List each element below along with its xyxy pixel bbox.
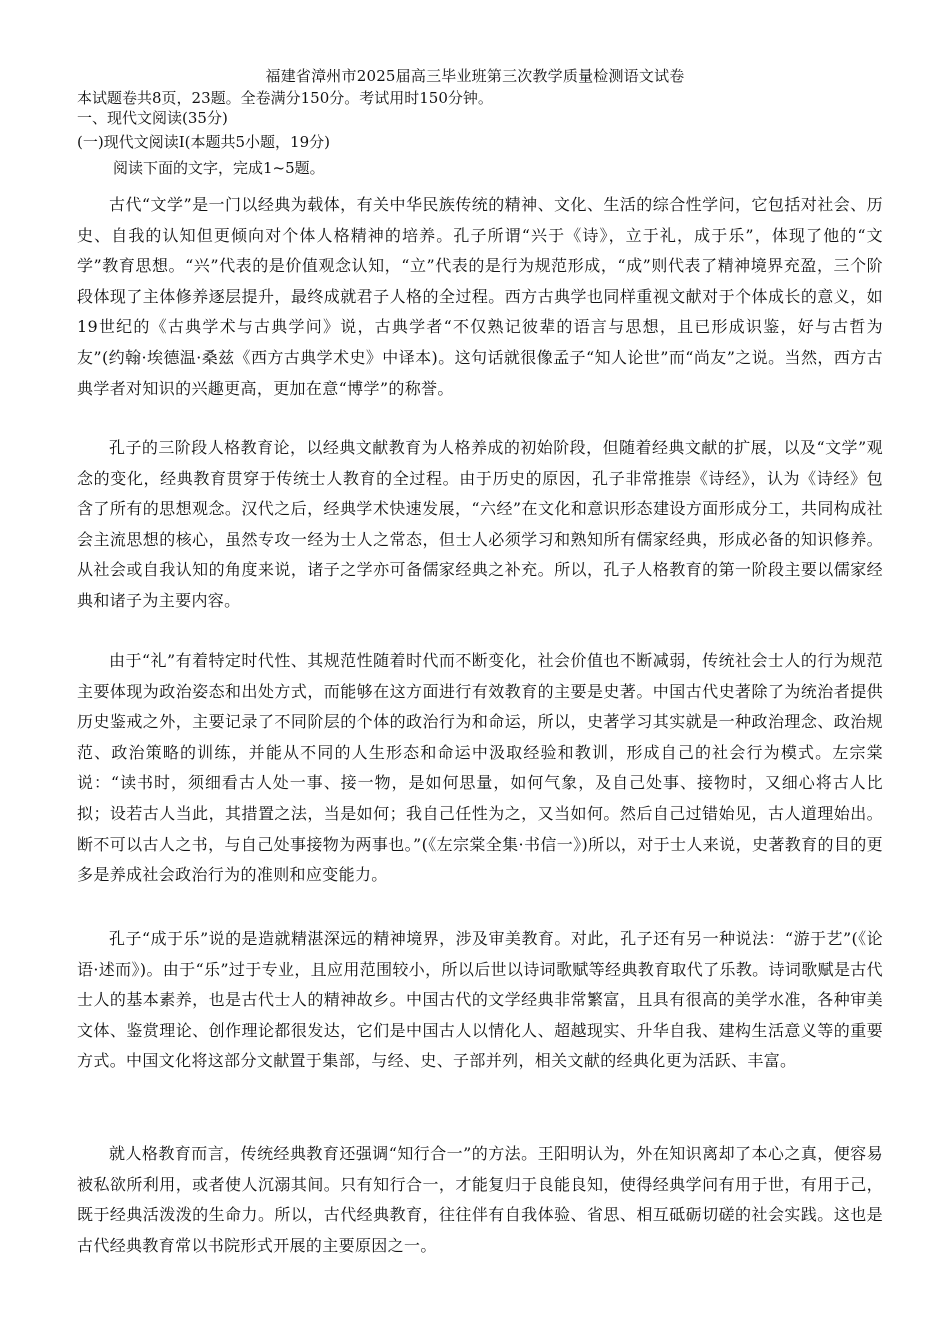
section-heading: 一、现代文阅读(35分)	[77, 109, 228, 127]
document-title: 福建省漳州市2025届高三毕业班第三次教学质量检测语文试卷	[265, 67, 685, 85]
paragraph-4: 孔子“成于乐”说的是造就精湛深远的精神境界，涉及审美教育。对此，孔子还有另一种说法：“游于艺”(《论语·述而》)。由于“乐”过于专业，且应用范围较小，所以后世以诗词歌赋等经典教育取代了乐教。诗词歌赋是古代士人的基本素养，也是古代士人的精神故乡。中国古代的文学经典非常繁富，且具有很高的美学水准，各种审美文体、鉴赏理论、创作理论都很发达，它们是中国古人以情化人、超越现实、升华自我、建构生活意义等的重要方式。中国文化将这部分文献置于集部，与经、史、子部并列，相关文献的经典化更为活跃、丰富。	[77, 929, 883, 1071]
exam-intro: 本试题卷共8页，23题。全卷满分150分。考试用时150分钟。	[77, 89, 493, 107]
reading-instruction: 阅读下面的文字，完成1~5题。	[113, 159, 325, 177]
paragraph-1: 古代“文学”是一门以经典为载体，有关中华民族传统的精神、文化、生活的综合性学问，它包括对社会、历史、自我的认知但更倾向对个体人格精神的培养。孔子所谓“兴于《诗》，立于礼，成于乐”，体现了他的“文学”教育思想。“兴”代表的是价值观念认知，“立”代表的是行为规范形成，“成”则代表了精神境界充盈，三个阶段体现了主体修养逐层提升，最终成就君子人格的全过程。西方古典学也同样重视文献对于个体成长的意义，如19世纪的《古典学术与古典学问》说，古典学者“不仅熟记彼辈的语言与思想，且已形成识鉴，好与古哲为友”(约翰·埃德温·桑兹《西方古典学术史》中译本)。这句话就很像孟子“知人论世”而“尚友”之说。当然，西方古典学者对知识的兴趣更高，更加在意“博学”的称誉。	[77, 195, 883, 398]
paragraph-5: 就人格教育而言，传统经典教育还强调“知行合一”的方法。王阳明认为，外在知识离却了本心之真，便容易被私欲所利用，或者使人沉溺其间。只有知行合一，才能复归于良能良知，使得经典学问有用于世，有用于己，既于经典活泼泼的生命力。所以，古代经典教育，往往伴有自我体验、省思、相互砥砺切磋的社会实践。这也是古代经典教育常以书院形式开展的主要原因之一。	[77, 1144, 883, 1255]
paragraph-3: 由于“礼”有着特定时代性、其规范性随着时代而不断变化，社会价值也不断减弱，传统社会士人的行为规范主要体现为政治姿态和出处方式，而能够在这方面进行有效教育的主要是史著。中国古代史著除了为统治者提供历史鉴戒之外，主要记录了不同阶层的个体的政治行为和命运，所以，史著学习其实就是一种政治理念、政治规范、政治策略的训练，并能从不同的人生形态和命运中汲取经验和教训，形成自己的社会行为模式。左宗棠说：“读书时，须细看古人处一事、接一物，是如何思量，如何气象，及自己处事、接物时，又细心将古人比拟；设若古人当此，其措置之法，当是如何；我自己任性为之，又当如何。然后自己过错始见，古人道理始出。断不可以古人之书，与自己处事接物为两事也。”(《左宗棠全集·书信一》)所以，对于士人来说，史著教育的目的更多是养成社会政治行为的准则和应变能力。	[77, 651, 883, 885]
subsection-heading: (一)现代文阅读Ⅰ(本题共5小题，19分)	[77, 133, 330, 151]
paragraph-2: 孔子的三阶段人格教育论，以经典文献教育为人格养成的初始阶段，但随着经典文献的扩展，以及“文学”观念的变化，经典教育贯穿于传统士人教育的全过程。由于历史的原因，孔子非常推崇《诗经》，认为《诗经》包含了所有的思想观念。汉代之后，经典学术快速发展，“六经”在文化和意识形态建设方面形成分工，共同构成社会主流思想的核心，虽然专攻一经为士人之常态，但士人必须学习和熟知所有儒家经典，形成必备的知识修养。从社会或自我认知的角度来说，诸子之学亦可备儒家经典之补充。所以，孔子人格教育的第一阶段主要以儒家经典和诸子为主要内容。	[77, 438, 883, 610]
